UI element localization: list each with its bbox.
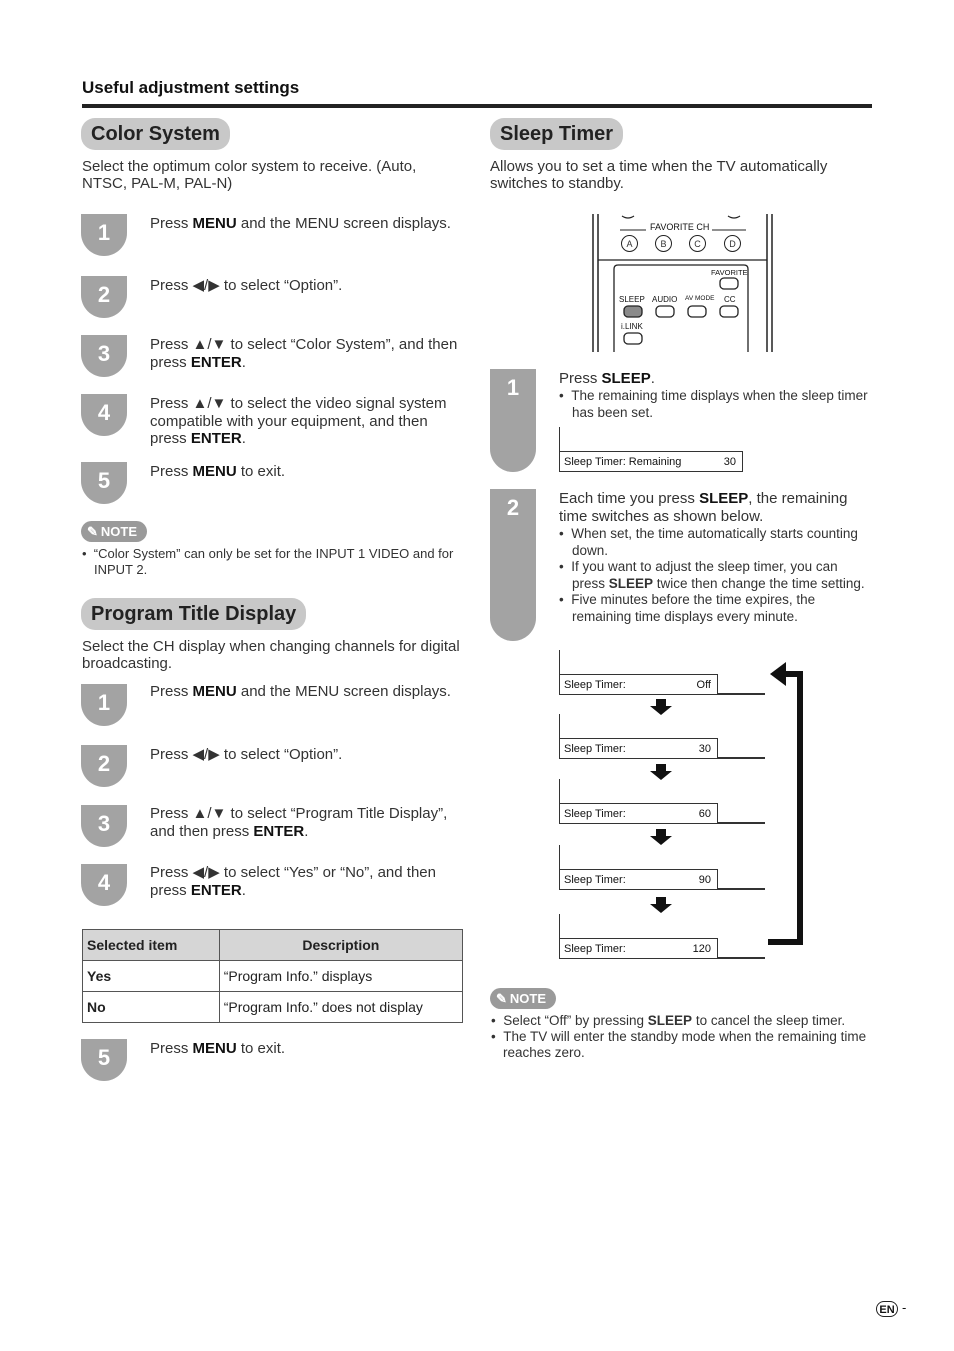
remote-label-sleep: SLEEP xyxy=(619,295,645,304)
sleep-timer-display xyxy=(559,714,765,759)
color-system-title: Color System xyxy=(81,118,230,150)
section-header: Useful adjustment settings xyxy=(82,78,300,97)
timer-value: Off xyxy=(696,679,711,691)
remote-label: i.LINK xyxy=(621,322,643,331)
remote-label: AV MODE xyxy=(685,295,715,302)
remote-button-c: C xyxy=(689,235,706,252)
timer-label: Sleep Timer: Remaining xyxy=(564,456,682,468)
step-bullet: • The remaining time displays when the sleep timer has been set. xyxy=(559,388,868,420)
timer-label: Sleep Timer: xyxy=(564,808,626,820)
step-bullet: • When set, the time automatically starts counting down. xyxy=(559,526,858,558)
remote-label: CC xyxy=(724,295,736,304)
table-cell: Yes xyxy=(83,961,220,992)
step-number: 5 xyxy=(81,1039,127,1081)
loop-back-arrow-icon xyxy=(766,660,808,948)
step-number: 1 xyxy=(81,684,127,726)
down-arrow-icon xyxy=(650,699,672,715)
remote-button-d: D xyxy=(724,235,741,252)
pencil-icon: ✎ xyxy=(87,524,98,539)
display-edge xyxy=(717,693,765,694)
step-instruction: Press SLEEP. xyxy=(559,370,655,387)
timer-label: Sleep Timer: xyxy=(564,874,626,886)
step-number: 4 xyxy=(81,394,127,436)
sleep-timer-display xyxy=(559,779,765,824)
remote-label: AUDIO xyxy=(652,295,678,304)
table-cell: No xyxy=(83,992,220,1023)
step-bullet: • If you want to adjust the sleep timer, you can press SLEEP twice then change the time setting. xyxy=(559,559,865,591)
step-number: 2 xyxy=(490,489,536,641)
table-header: Description xyxy=(219,930,462,961)
step-instruction: Press ▲/▼ to select “Program Title Display”, and then press ENTER. xyxy=(150,805,448,840)
display-edge xyxy=(717,822,765,823)
step-instruction: Press ◀/▶ to select “Option”. xyxy=(150,746,343,763)
timer-value: 30 xyxy=(723,456,736,468)
color-system-intro: Select the optimum color system to receive. (Auto, NTSC, PAL-M, PAL-N) xyxy=(82,158,417,192)
table-header: Selected item xyxy=(83,930,220,961)
remote-control-illustration xyxy=(590,214,775,352)
timer-value: 120 xyxy=(692,943,711,955)
step-instruction: Press MENU and the MENU screen displays. xyxy=(150,215,451,232)
table-cell: “Program Info.” does not display xyxy=(219,992,462,1023)
step-bullet: • Five minutes before the time expires, the remaining time displays every minute. xyxy=(559,592,816,624)
note-item: • “Color System” can only be set for the INPUT 1 VIDEO and for INPUT 2. xyxy=(82,546,454,577)
note-list xyxy=(491,1013,871,1061)
step-number: 2 xyxy=(81,276,127,318)
sleep-timer-display xyxy=(559,650,765,695)
step-number: 3 xyxy=(81,805,127,847)
step-instruction: Press ◀/▶ to select “Yes” or “No”, and then press ENTER. xyxy=(150,864,436,899)
step-instruction: Press ▲/▼ to select “Color System”, and then press ENTER. xyxy=(150,336,458,371)
note-badge: ✎ NOTE xyxy=(490,988,556,1009)
step-instruction: Press MENU and the MENU screen displays. xyxy=(150,683,451,700)
selection-table xyxy=(82,929,463,1023)
timer-label: Sleep Timer: xyxy=(564,679,626,691)
step-instruction: Each time you press SLEEP, the remaining time switches as shown below. xyxy=(559,490,848,525)
step-number: 5 xyxy=(81,462,127,504)
remote-label: FAVORITE xyxy=(711,268,748,277)
note-item: • Select “Off” by pressing SLEEP to cancel the sleep timer. xyxy=(491,1013,846,1028)
display-edge xyxy=(717,757,765,758)
sleep-timer-display xyxy=(559,845,765,890)
note-list xyxy=(82,546,467,578)
table-row xyxy=(83,961,463,992)
note-badge: ✎ NOTE xyxy=(81,521,147,542)
header-rule xyxy=(82,104,872,108)
remote-button-b: B xyxy=(655,235,672,252)
table-cell: “Program Info.” displays xyxy=(219,961,462,992)
display-edge xyxy=(717,957,765,958)
remote-label: FAVORITE CH xyxy=(650,222,710,232)
step-instruction: Press MENU to exit. xyxy=(150,1040,286,1057)
sleep-timer-display xyxy=(559,914,765,959)
step-number: 1 xyxy=(490,369,536,472)
timer-value: 60 xyxy=(698,808,711,820)
page-number: - xyxy=(902,1300,907,1315)
program-title-display-title: Program Title Display xyxy=(81,598,306,630)
language-badge: EN xyxy=(876,1301,898,1317)
step-bullet-list xyxy=(559,526,874,625)
down-arrow-icon xyxy=(650,829,672,845)
down-arrow-icon xyxy=(650,764,672,780)
timer-label: Sleep Timer: xyxy=(564,943,626,955)
program-title-intro: Select the CH display when changing channels for digital broadcasting. xyxy=(82,638,460,672)
sleep-timer-intro: Allows you to set a time when the TV automatically switches to standby. xyxy=(490,158,828,192)
step-number: 2 xyxy=(81,745,127,787)
display-edge xyxy=(717,888,765,889)
note-item: • The TV will enter the standby mode when the remaining time reaches zero. xyxy=(491,1029,867,1060)
step-instruction: Press ▲/▼ to select the video signal system compatible with your equipment, and then press ENTER. xyxy=(150,395,447,447)
down-arrow-icon xyxy=(650,897,672,913)
step-number: 4 xyxy=(81,864,127,906)
remote-button-a: A xyxy=(621,235,638,252)
step-number: 1 xyxy=(81,214,127,256)
pencil-icon: ✎ xyxy=(496,991,507,1006)
step-instruction: Press MENU to exit. xyxy=(150,463,286,480)
sleep-timer-title: Sleep Timer xyxy=(490,118,623,150)
step-instruction: Press ◀/▶ to select “Option”. xyxy=(150,277,343,294)
timer-value: 90 xyxy=(698,874,711,886)
timer-value: 30 xyxy=(698,743,711,755)
table-row xyxy=(83,992,463,1023)
step-number: 3 xyxy=(81,335,127,377)
timer-label: Sleep Timer: xyxy=(564,743,626,755)
sleep-timer-remaining-display xyxy=(559,427,743,472)
